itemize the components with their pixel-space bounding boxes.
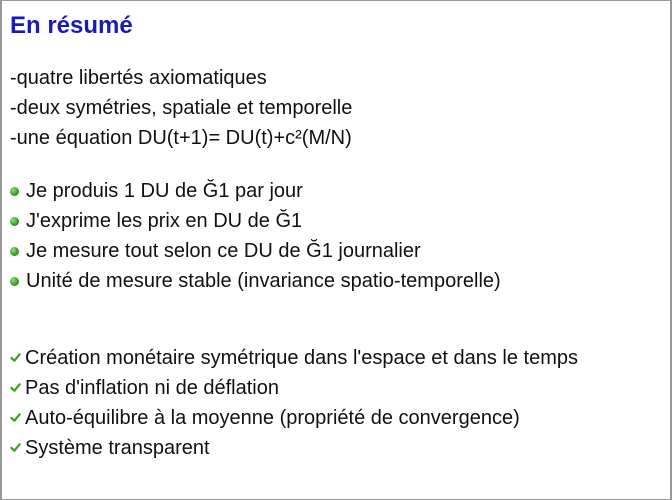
check-text: Pas d'inflation ni de déflation xyxy=(25,377,279,399)
bullet-text: Je mesure tout selon ce DU de Ğ1 journalier xyxy=(26,240,421,262)
slide-title: En résumé xyxy=(10,12,133,39)
bullet-text: J'exprime les prix en DU de Ğ1 xyxy=(26,210,303,232)
bullet-item xyxy=(10,236,501,266)
intro-list xyxy=(10,63,352,153)
green-dot-icon xyxy=(10,247,19,256)
green-dot-icon xyxy=(10,187,19,196)
intro-line: -une équation DU(t+1)= DU(t)+c²(M/N) xyxy=(10,127,352,149)
green-check-icon xyxy=(10,382,21,393)
green-check-icon xyxy=(10,412,21,423)
bullet-item xyxy=(10,206,501,236)
check-list xyxy=(10,343,650,463)
check-item xyxy=(10,403,650,433)
green-dot-icon xyxy=(10,277,19,286)
bullet-list xyxy=(10,176,501,296)
green-check-icon xyxy=(10,442,21,453)
bullet-text: Je produis 1 DU de Ğ1 par jour xyxy=(26,180,303,202)
check-text: Auto-équilibre à la moyenne (propriété de convergence) xyxy=(25,407,520,429)
check-text: Système transparent xyxy=(25,437,210,459)
bullet-item xyxy=(10,176,501,206)
intro-line: -quatre libertés axiomatiques xyxy=(10,67,267,89)
check-text: Création monétaire symétrique dans l'espace et dans le temps xyxy=(25,347,578,369)
check-item xyxy=(10,433,650,463)
green-dot-icon xyxy=(10,217,19,226)
check-item xyxy=(10,343,650,373)
bullet-text: Unité de mesure stable (invariance spatio-temporelle) xyxy=(26,270,501,292)
check-item xyxy=(10,373,650,403)
bullet-item xyxy=(10,266,501,296)
intro-line: -deux symétries, spatiale et temporelle xyxy=(10,97,353,119)
green-check-icon xyxy=(10,352,21,363)
